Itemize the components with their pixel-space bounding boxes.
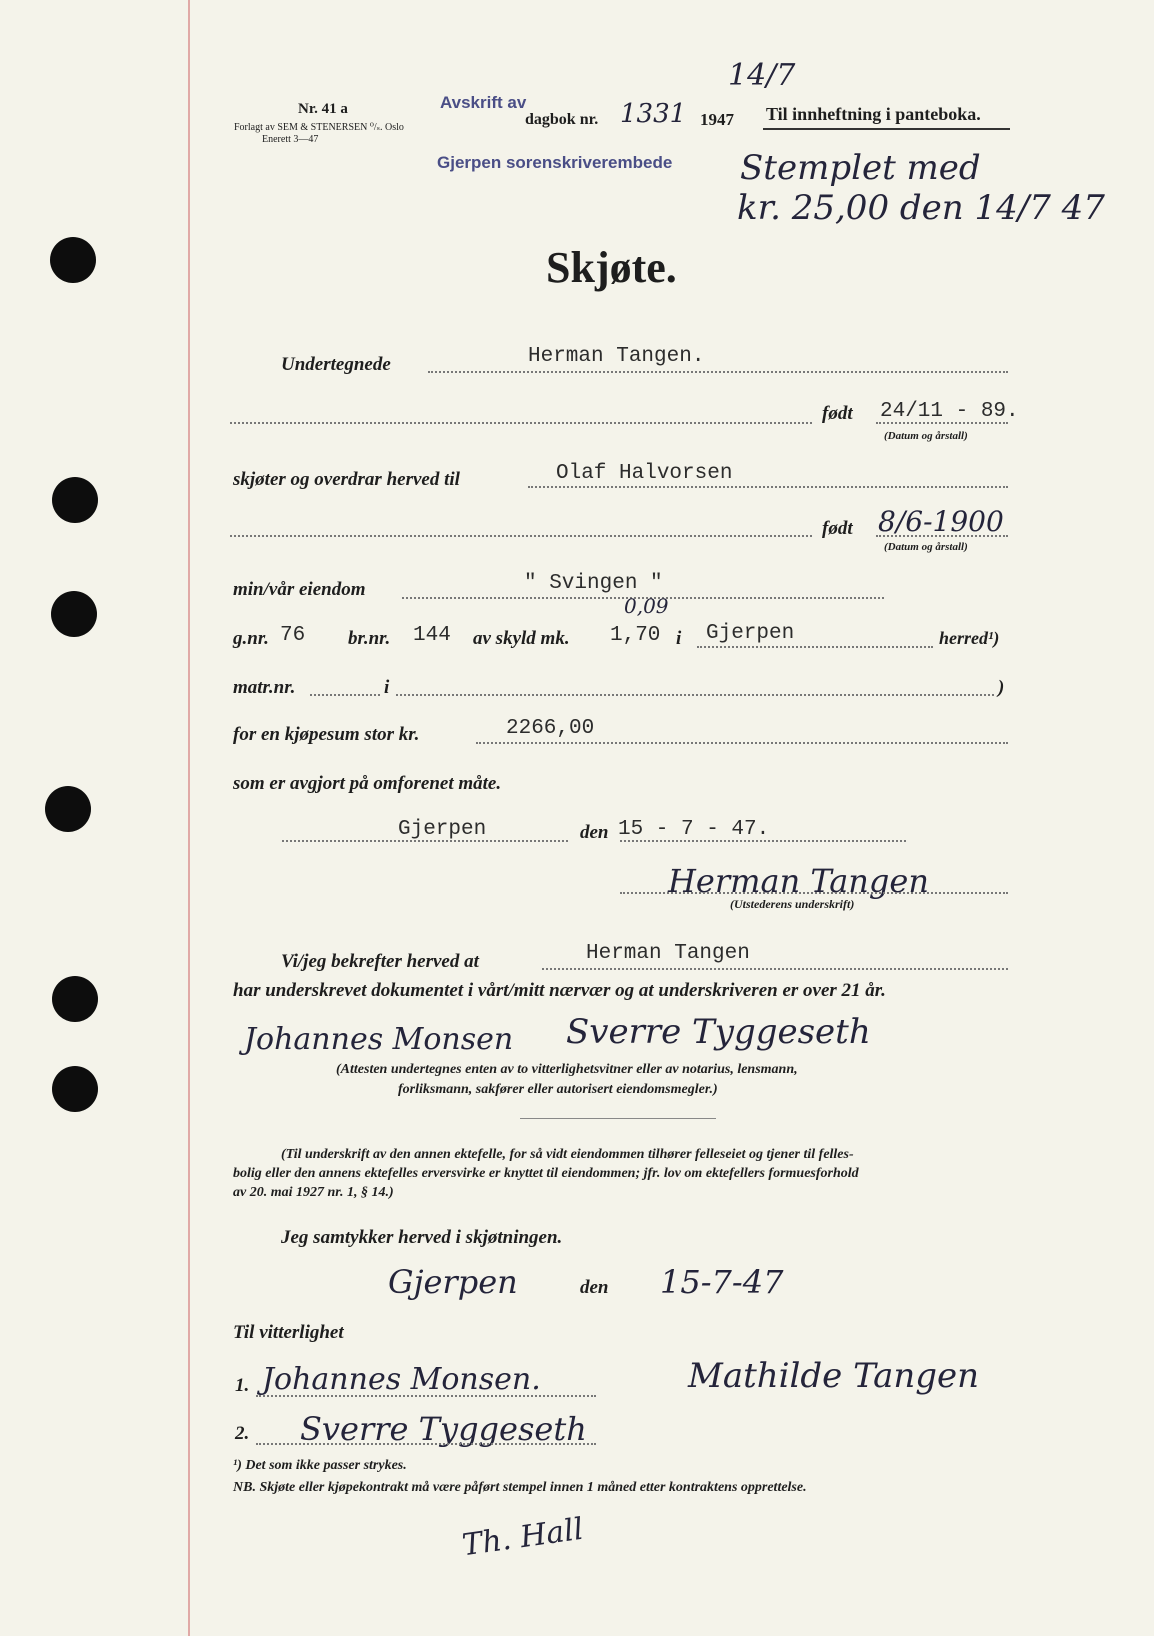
vitterlighet-label: Til vitterlighet: [233, 1322, 344, 1343]
dotted-line: [428, 371, 1008, 373]
witness-signature-2: Sverre Tyggeseth: [566, 1012, 871, 1052]
binder-hole: [45, 786, 91, 832]
stamp-office: Gjerpen sorenskriverembede: [437, 153, 673, 172]
herred-label: herred¹): [939, 628, 1000, 648]
place-value: Gjerpen: [398, 818, 487, 841]
kjopesum-label: for en kjøpesum stor kr.: [233, 724, 420, 745]
signature: Herman Tangen: [668, 862, 929, 900]
dotted-line: [396, 694, 994, 696]
skyld-value: 1,70: [610, 624, 661, 647]
underline: [763, 128, 1010, 130]
datum-note: (Datum og årstall): [884, 430, 968, 442]
dotted-line: [310, 694, 380, 696]
eiendom-value: " Svingen ": [524, 572, 663, 595]
kjopesum-value: 2266,00: [506, 717, 595, 740]
ektefelle-note: bolig eller den annens ektefelles erversvirke er knyttet til eiendommen; jfr. lov om ektefellers formuesforhold: [233, 1166, 859, 1181]
publisher-line: Forlagt av SEM & STENERSEN ⁰/ₛ. Oslo: [234, 122, 404, 133]
matr-i: i: [384, 677, 390, 698]
avgjort-text: som er avgjort på omforenet måte.: [233, 773, 502, 794]
dotted-line: [256, 1443, 596, 1445]
title-right: Til innheftning i panteboka.: [766, 104, 981, 124]
binder-hole: [52, 477, 98, 523]
eiendom-label: min/vår eiendom: [233, 579, 366, 600]
binder-hole: [51, 591, 97, 637]
fodt-label: født: [822, 518, 853, 539]
dotted-line: [542, 968, 1008, 970]
skyld-label: av skyld mk.: [473, 628, 570, 649]
datum-note: (Datum og årstall): [884, 541, 968, 553]
binder-hole: [50, 237, 96, 283]
attest-note: (Attesten undertegnes enten av to vitterlighetsvitner eller av notarius, lensmann,: [336, 1062, 798, 1077]
binder-hole: [52, 1066, 98, 1112]
stamp-avskrift: Avskrift av: [440, 93, 527, 112]
den-label: den: [580, 1277, 609, 1298]
dotted-line: [476, 742, 1008, 744]
matr-close: ): [998, 677, 1005, 698]
witness-2-number: 2.: [235, 1423, 250, 1444]
handwritten-note-1: Stemplet med: [740, 148, 981, 188]
form-number: Nr. 41 a: [298, 101, 348, 117]
ektefelle-note: (Til underskrift av den annen ektefelle, for så vidt eiendommen tilhører felleseiet og tjener til felles-: [281, 1147, 854, 1162]
brnr-label: br.nr.: [348, 628, 391, 649]
samtykker-text: Jeg samtykker herved i skjøtningen.: [281, 1227, 563, 1248]
margin-line: [188, 0, 190, 1636]
gnr-value: 76: [280, 624, 306, 647]
bekrefter-value: Herman Tangen: [586, 942, 750, 965]
dotted-line: [230, 422, 812, 424]
fodt-value: 24/11 - 89.: [880, 400, 1019, 423]
document-title: Skjøte.: [546, 243, 677, 292]
gnr-label: g.nr.: [233, 628, 269, 649]
binder-hole: [52, 976, 98, 1022]
witness-2-signature: Sverre Tyggeseth: [300, 1410, 587, 1448]
publisher-line: Enerett 3—47: [262, 134, 319, 145]
year: 1947: [700, 110, 734, 129]
matr-label: matr.nr.: [233, 677, 296, 698]
dotted-line: [876, 422, 1008, 424]
bekrefter-text: har underskrevet dokumentet i vårt/mitt nærvær og at underskriveren er over 21 år.: [233, 980, 886, 1001]
i-label: i: [676, 628, 682, 649]
spouse-signature: Mathilde Tangen: [688, 1356, 980, 1396]
divider: [520, 1118, 716, 1119]
dotted-line: [620, 892, 1008, 894]
dotted-line: [528, 486, 1008, 488]
date-hand: 15-7-47: [660, 1263, 784, 1301]
attest-note: forliksmann, sakfører eller autorisert eiendomsmegler.): [398, 1082, 718, 1097]
dagbok-label: dagbok nr.: [525, 111, 599, 128]
witness-signature-1: Johannes Monsen: [244, 1022, 514, 1057]
undertegnede-label: Undertegnede: [281, 354, 391, 375]
handwritten-note-2: kr. 25,00 den 14/7 47: [737, 188, 1105, 228]
utsteder-note: (Utstederens underskrift): [730, 897, 855, 911]
ektefelle-note: av 20. mai 1927 nr. 1, § 14.): [233, 1185, 394, 1200]
bottom-handwriting: Th. Hall: [460, 1511, 586, 1564]
dotted-line: [876, 535, 1008, 537]
herred-value: Gjerpen: [706, 622, 795, 645]
brnr-value: 144: [413, 624, 451, 647]
bekrefter-label: Vi/jeg bekrefter herved at: [281, 951, 479, 972]
footnote: ¹) Det som ikke passer strykes.: [233, 1458, 407, 1473]
dotted-line: [697, 646, 933, 648]
dotted-line: [230, 535, 812, 537]
undertegnede-value: Herman Tangen.: [528, 345, 705, 368]
dotted-line: [256, 1395, 596, 1397]
dagbok-number: 1331: [620, 99, 687, 129]
skjoter-label: skjøter og overdrar herved til: [233, 469, 460, 490]
witness-1-signature: Johannes Monsen.: [262, 1362, 541, 1397]
footnote: NB. Skjøte eller kjøpekontrakt må være påført stempel innen 1 måned etter kontraktens opprettelse.: [233, 1480, 807, 1495]
den-label: den: [580, 822, 609, 843]
fodt-value-hand: 8/6-1900: [878, 505, 1004, 538]
stamp-date-hand: 14/7: [728, 58, 796, 93]
fodt-label: født: [822, 403, 853, 424]
witness-1-number: 1.: [235, 1375, 250, 1396]
date-value: 15 - 7 - 47.: [618, 818, 770, 841]
place-hand: Gjerpen: [388, 1263, 518, 1301]
kjoper-value: Olaf Halvorsen: [556, 462, 733, 485]
skyld-correction: 0,09: [624, 594, 669, 618]
